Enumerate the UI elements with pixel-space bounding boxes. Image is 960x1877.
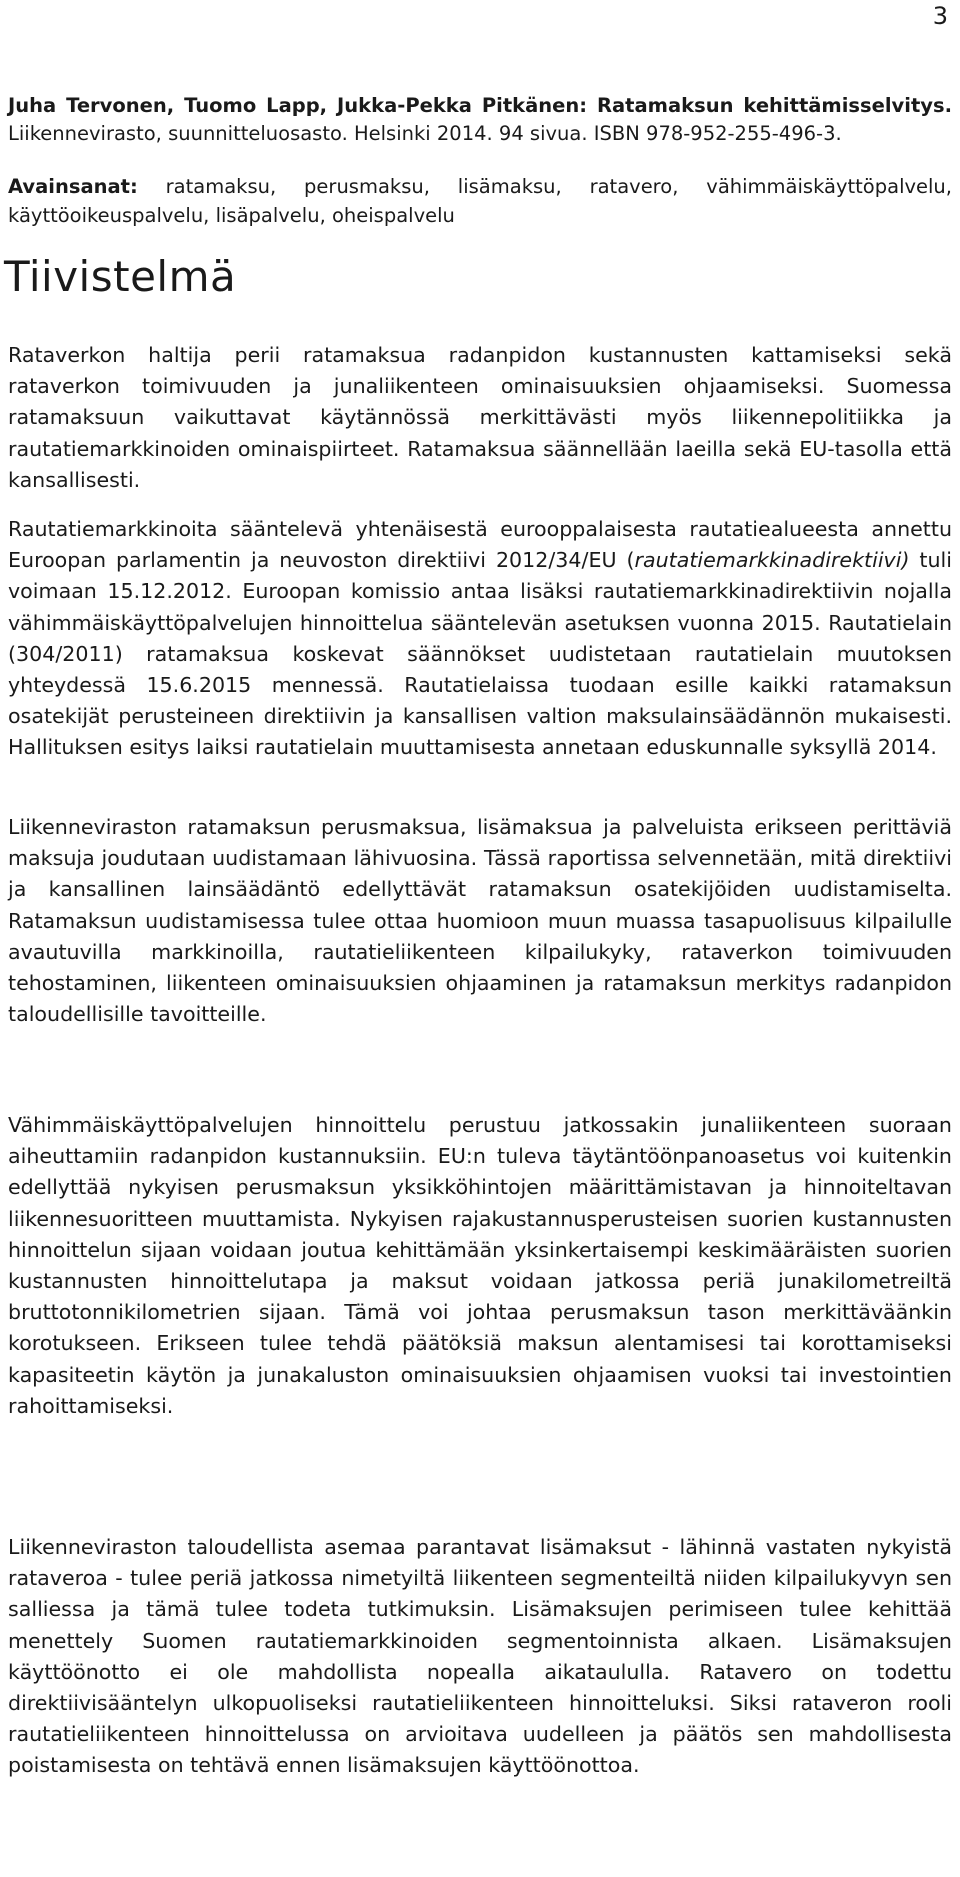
keywords (8, 172, 952, 230)
paragraph-2-part-b: tuli voimaan 15.12.2012. Euroopan komissio antaa lisäksi rautatiemarkkinadirektiivin nojalla vähimmäiskäyttöpalvelujen hinnoittelua sääntelevän asetuksen vuonna 2015. Rautatielain (304/2011) ratamaksua koskevat säännökset uudistetaan rautatielain muutoksen yhteydessä 15.6.2015 mennessä. Rautatielaissa tuodaan esille kaikki ratamaksun osatekijät perusteineen direktiivin ja kansallisen valtion maksulainsäädännön mukaisesti. Hallituksen esitys laiksi rautatielain muuttamisesta annetaan eduskunnalle syksyllä 2014. (8, 548, 952, 760)
keywords-list: ratamaksu, perusmaksu, lisämaksu, ratavero, vähimmäiskäyttöpalvelu, käyttöoikeuspalvelu, lisäpalvelu, oheispalvelu (8, 175, 952, 227)
bibliographic-reference (8, 92, 952, 148)
paragraph-2-part-a: Rautatiemarkkinoita sääntelevä yhtenäisestä eurooppalaisesta rautatiealueesta annettu Euroopan parlamentin ja neuvoston direktiivi 2012/34/EU ( (8, 517, 952, 573)
reference-authors-title: Juha Tervonen, Tuomo Lapp, Jukka-Pekka Pitkänen: Ratamaksun kehittämisselvitys. (8, 94, 952, 117)
page-number: 3 (932, 2, 948, 30)
paragraph-5: Liikenneviraston taloudellista asemaa parantavat lisämaksut - lähinnä vastaten nykyistä rataveroa - tulee periä jatkossa nimetyiltä liikenteen segmenteiltä niiden kilpailukyvyn sen salliessa ja tämä tulee todeta tutkimuksin. Lisämaksujen perimiseen tulee kehittää menettely Suomen rautatiemarkkinoiden segmentoinnista alkaen. Lisämaksujen käyttöönotto ei ole mahdollista nopealla aikataululla. Ratavero on todettu direktiivisääntelyn ulkopuoliseksi rautatieliikenteen hinnoitteluksi. Siksi rataveron rooli rautatieliikenteen hinnoittelussa on arvioitava uudelleen ja päätös sen mahdollisesta poistamisesta on tehtävä ennen lisämaksujen käyttöönottoa. (8, 1535, 952, 1778)
reference-publication-details: Liikennevirasto, suunnitteluosasto. Helsinki 2014. 94 sivua. ISBN 978-952-255-496-3. (8, 122, 842, 145)
paragraph-4: Vähimmäiskäyttöpalvelujen hinnoittelu perustuu jatkossakin junaliikenteen suoraan aiheuttamiin radanpidon kustannuksiin. EU:n tuleva täytäntöönpanoasetus voi kuitenkin edellyttää nykyisen perusmaksun yksikköhintojen määrittämistavan ja hinnoiteltavan liikennesuoritteen muuttamista. Nykyisen rajakustannusperusteisen suorien kustannusten hinnoittelun sijaan voidaan joutua kehittämään yksinkertaisempi keskimääräisten suorien kustannusten hinnoittelutapa ja maksut voidaan jatkossa periä junakilometreiltä bruttotonnikilometrien sijaan. Tämä voi johtaa perusmaksun tason merkittäväänkin korotukseen. Erikseen tulee tehdä päätöksiä maksun alentamisesi tai korottamiseksi kapasiteetin käytön ja junakaluston ominaisuuksien ohjaamisen vuoksi tai investointien rahoittamiseksi. (8, 1113, 952, 1418)
paragraph-3: Liikenneviraston ratamaksun perusmaksua, lisämaksua ja palveluista erikseen perittäviä maksuja joudutaan uudistamaan lähivuosina. Tässä raportissa selvennetään, mitä direktiivi ja kansallinen lainsäädäntö edellyttävät ratamaksun osatekijöiden uudistamiselta. Ratamaksun uudistamisessa tulee ottaa huomioon muun muassa tasapuolisuus kilpailulle avautuvilla markkinoilla, rautatieliikenteen kilpailukyky, rataverkon toimivuuden tehostaminen, liikenteen ominaisuuksien ohjaaminen ja ratamaksun merkitys radanpidon taloudellisille tavoitteille. (8, 815, 952, 1027)
keywords-label: Avainsanat: (8, 175, 138, 198)
paragraph-2-italic-term: rautatiemarkkinadirektiivi) (634, 548, 910, 573)
page-title: Tiivistelmä (4, 252, 237, 301)
paragraph-2 (8, 514, 952, 764)
paragraph-1: Rataverkon haltija perii ratamaksua radanpidon kustannusten kattamiseksi sekä rataverkon toimivuuden ja junaliikenteen ominaisuuksien ohjaamiseksi. Suomessa ratamaksuun vaikuttavat käytännössä merkittävästi myös liikennepolitiikka ja rautatiemarkkinoiden ominaispiirteet. Ratamaksua säännellään laeilla sekä EU-tasolla että kansallisesti. (8, 343, 952, 492)
